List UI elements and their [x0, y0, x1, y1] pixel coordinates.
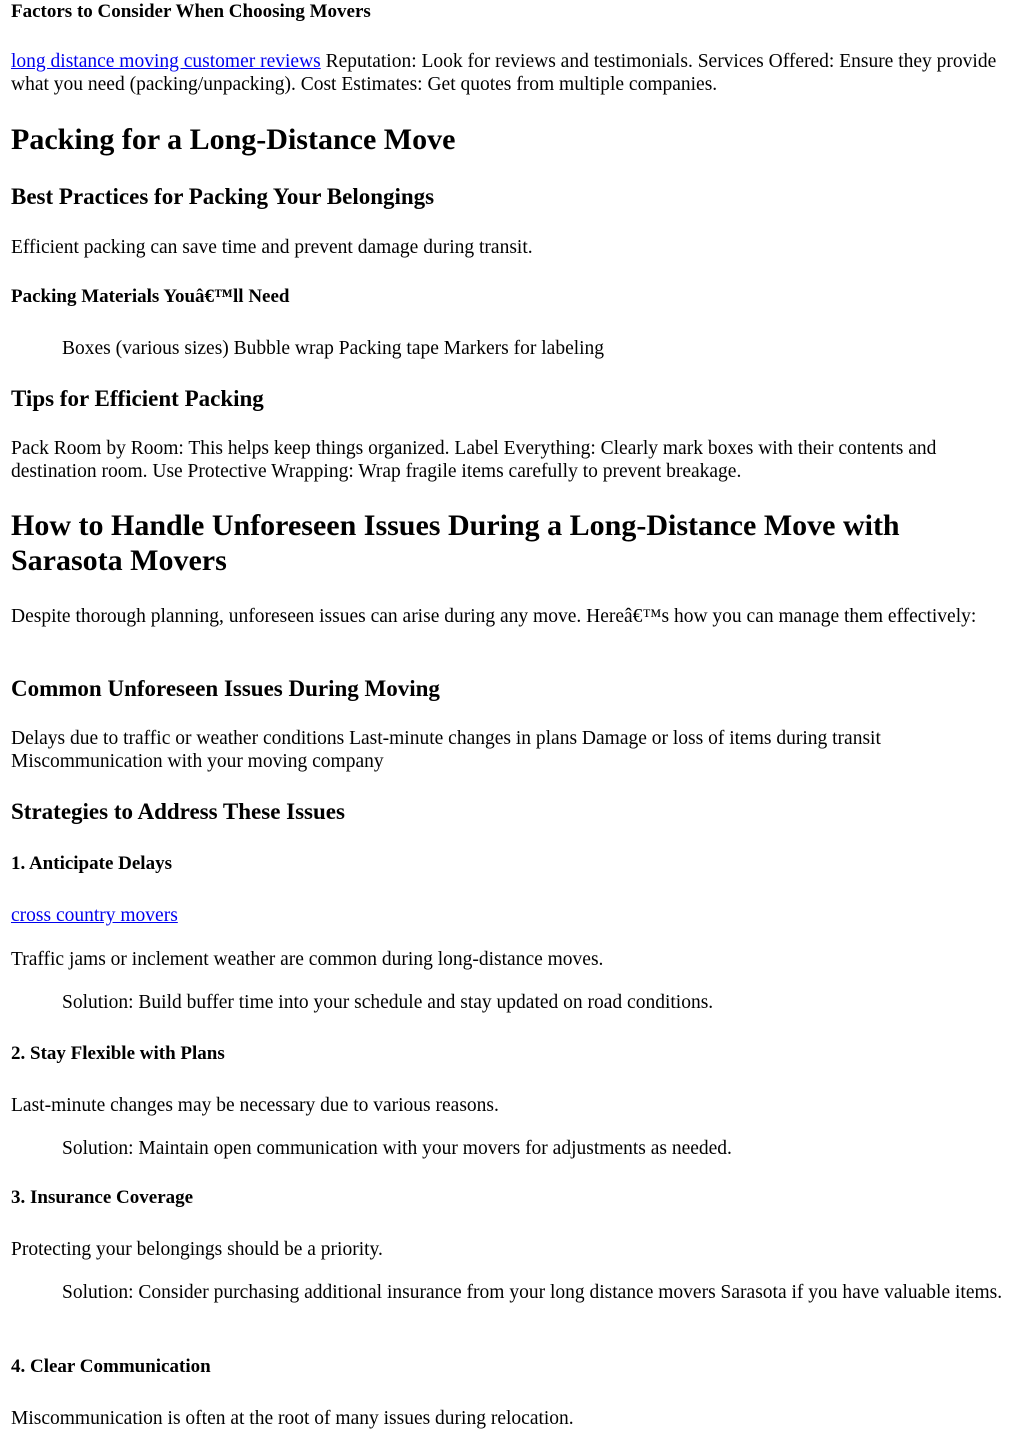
issues-heading: How to Handle Unforeseen Issues During a Long-Distance Move with Sarasota Movers	[11, 509, 900, 577]
factors-text: Reputation: Look for reviews and testimonials. Services Offered: Ensure they provide what you need (packing/unpacking). Cost Estimates: Get quotes from multiple companies.	[11, 51, 997, 95]
best-practices-text: Efficient packing can save time and prevent damage during transit.	[11, 237, 533, 258]
common-issues-text: Delays due to traffic or weather conditions Last-minute changes in plans Damage or loss of items during transit Miscommunication with your moving company	[11, 728, 881, 772]
insurance-solution: Solution: Consider purchasing additional insurance from your long distance movers Sarasota if you have valuable items.	[62, 1282, 1003, 1303]
anticipate-delays-solution: Solution: Build buffer time into your schedule and stay updated on road conditions.	[62, 992, 714, 1013]
stay-flexible-heading: 2. Stay Flexible with Plans	[11, 1043, 225, 1064]
anticipate-delays-text: Traffic jams or inclement weather are common during long-distance moves.	[11, 949, 604, 970]
cross-country-link-paragraph	[11, 904, 1013, 927]
best-practices-heading: Best Practices for Packing Your Belongings	[11, 184, 435, 209]
issues-intro: Despite thorough planning, unforeseen issues can arise during any move. Hereâ€™s how you can manage them effectively:	[11, 606, 977, 627]
stay-flexible-text: Last-minute changes may be necessary due to various reasons.	[11, 1095, 499, 1116]
materials-list: Boxes (various sizes) Bubble wrap Packing tape Markers for labeling	[62, 338, 605, 359]
packing-heading: Packing for a Long-Distance Move	[11, 123, 456, 156]
materials-heading: Packing Materials Youâ€™ll Need	[11, 286, 290, 307]
anticipate-delays-heading: 1. Anticipate Delays	[11, 853, 172, 874]
stay-flexible-solution: Solution: Maintain open communication with your movers for adjustments as needed.	[62, 1138, 732, 1159]
tips-heading: Tips for Efficient Packing	[11, 386, 264, 411]
common-issues-heading: Common Unforeseen Issues During Moving	[11, 676, 440, 701]
clear-communication-text: Miscommunication is often at the root of many issues during relocation.	[11, 1408, 574, 1429]
clear-communication-heading: 4. Clear Communication	[11, 1356, 211, 1377]
customer-reviews-link[interactable]: long distance moving customer reviews	[11, 51, 321, 72]
factors-paragraph	[11, 50, 1013, 96]
tips-text: Pack Room by Room: This helps keep things organized. Label Everything: Clearly mark boxes with their contents and destination room. Use Protective Wrapping: Wrap fragile items carefully to prevent breakage.	[11, 438, 937, 482]
strategies-heading: Strategies to Address These Issues	[11, 799, 345, 824]
cross-country-movers-link[interactable]: cross country movers	[11, 905, 178, 926]
factors-heading: Factors to Consider When Choosing Movers	[11, 1, 371, 22]
insurance-heading: 3. Insurance Coverage	[11, 1187, 194, 1208]
insurance-text: Protecting your belongings should be a priority.	[11, 1239, 383, 1260]
